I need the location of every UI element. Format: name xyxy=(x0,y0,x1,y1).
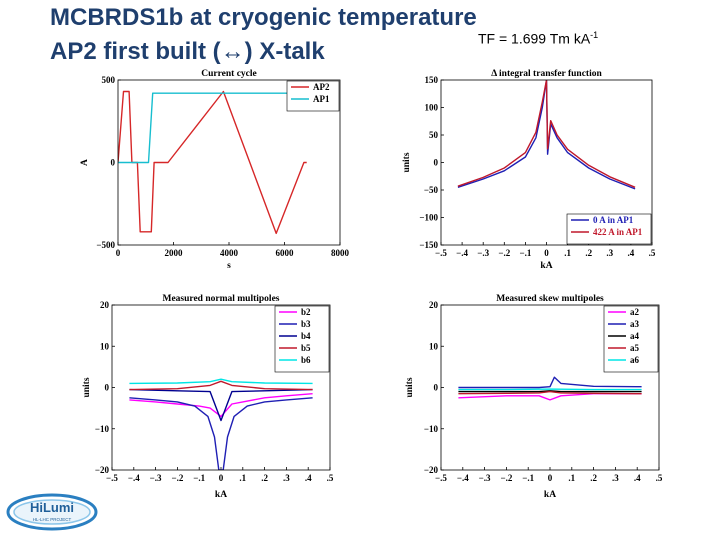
itf-ytick-label: 150 xyxy=(424,75,438,85)
normal-ytick-label: −20 xyxy=(94,465,109,475)
current-ylabel: A xyxy=(80,159,90,166)
skew-xlabel: kA xyxy=(543,490,557,500)
normal-xtick-label: .3 xyxy=(283,473,290,483)
skew-xtick-label: −.3 xyxy=(478,473,491,483)
current-legend-label: AP1 xyxy=(313,94,330,104)
skew-xtick-label: .3 xyxy=(612,473,619,483)
normal-legend-label: b2 xyxy=(301,307,311,317)
normal-ytick-label: 10 xyxy=(100,341,109,352)
normal-xtick-label: .5 xyxy=(326,473,334,483)
itf-xtick-label: .1 xyxy=(564,248,571,258)
itf-title: Δ integral transfer function xyxy=(491,69,602,79)
slide-title-line1: MCBRDS1b at cryogenic temperature xyxy=(50,4,477,31)
skew-xtick-label: −.1 xyxy=(522,473,535,483)
itf-legend-label: 0 A in AP1 xyxy=(593,215,634,225)
skew-xtick-label: .5 xyxy=(655,473,663,483)
itf-xtick-label: −.2 xyxy=(498,248,511,258)
current-cycle-chart xyxy=(70,60,360,275)
itf-xtick-label: −.3 xyxy=(477,248,490,258)
logo-text: HiLumi xyxy=(29,500,75,515)
normal-legend-label: b3 xyxy=(301,319,311,329)
normal-multipoles-chart xyxy=(70,285,360,500)
itf-xlabel: kA xyxy=(540,261,553,271)
itf-xtick-label: .4 xyxy=(627,248,635,258)
skew-ylabel: units xyxy=(405,377,415,398)
normal-xtick-label: −.1 xyxy=(193,473,206,483)
normal-xtick-label: .2 xyxy=(261,473,268,483)
normal-title: Measured normal multipoles xyxy=(162,294,280,304)
skew-ytick-label: −20 xyxy=(423,465,438,475)
normal-xtick-label: .1 xyxy=(239,473,247,483)
skew-xtick-label: −.2 xyxy=(500,473,513,483)
itf-ytick-label: −50 xyxy=(423,185,438,195)
current-legend-label: AP2 xyxy=(313,82,330,92)
itf-xtick-label: .2 xyxy=(585,248,593,258)
normal-legend xyxy=(275,306,329,372)
normal-legend-label: b5 xyxy=(301,343,311,353)
itf-legend-label: 422 A in AP1 xyxy=(593,227,643,237)
current-xlabel: s xyxy=(227,261,231,271)
tf-text: TF = 1.699 Tm kA xyxy=(478,30,591,47)
hilumi-logo xyxy=(6,492,98,532)
skew-legend-label: a3 xyxy=(630,319,639,329)
itf-ytick-label: −100 xyxy=(419,212,438,223)
itf-xtick-label: −.4 xyxy=(456,248,469,258)
itf-ytick-label: −150 xyxy=(419,240,438,250)
itf-xtick-label: .3 xyxy=(606,248,614,258)
tf-exponent: -1 xyxy=(590,30,599,40)
itf-xtick-label: −.5 xyxy=(435,248,447,258)
current-xtick-label: 0 xyxy=(115,248,121,258)
skew-series-a6 xyxy=(458,389,641,390)
normal-xtick-label: −.2 xyxy=(171,473,184,483)
normal-ytick-label: 20 xyxy=(100,300,109,310)
current-xtick-label: 4000 xyxy=(220,248,238,258)
skew-xtick-label: .1 xyxy=(568,473,576,483)
itf-xtick-label: −.1 xyxy=(519,248,532,258)
skew-legend-label: a5 xyxy=(630,343,639,353)
normal-xtick-label: 0 xyxy=(218,473,224,483)
skew-xtick-label: .2 xyxy=(590,473,597,483)
itf-legend xyxy=(567,214,651,244)
current-xtick-label: 6000 xyxy=(275,248,294,258)
normal-xtick-label: .4 xyxy=(304,473,312,483)
normal-ylabel: units xyxy=(82,377,92,398)
skew-ytick-label: 20 xyxy=(429,300,438,310)
skew-legend-label: a2 xyxy=(630,307,639,317)
normal-xlabel: kA xyxy=(214,490,228,500)
normal-legend-label: b6 xyxy=(301,355,311,365)
normal-xtick-label: −.4 xyxy=(127,473,140,483)
itf-xtick-label: 0 xyxy=(544,248,549,258)
skew-ytick-label: −10 xyxy=(423,423,438,434)
current-title: Current cycle xyxy=(201,69,257,79)
current-xtick-label: 8000 xyxy=(331,248,349,258)
current-ytick-label: 500 xyxy=(101,75,115,85)
current-legend xyxy=(287,81,339,111)
current-ytick-label: 0 xyxy=(110,157,115,168)
logo-subtext: HL-LHC PROJECT xyxy=(32,517,72,522)
skew-legend-label: a6 xyxy=(630,355,639,365)
skew-ytick-label: 0 xyxy=(433,382,438,393)
itf-ytick-label: 50 xyxy=(429,130,438,140)
normal-legend-label: b4 xyxy=(301,331,311,341)
skew-xtick-label: −.5 xyxy=(435,473,447,483)
integral-transfer-function-chart xyxy=(395,60,670,275)
slide-title-line2: AP2 first built (↔) X-talk xyxy=(50,38,325,65)
normal-xtick-label: −.3 xyxy=(149,473,162,483)
transfer-function-label xyxy=(478,30,598,47)
normal-ytick-label: −10 xyxy=(94,423,109,434)
skew-legend xyxy=(604,306,658,372)
skew-xtick-label: −.4 xyxy=(456,473,469,483)
skew-xtick-label: .4 xyxy=(633,473,641,483)
skew-legend-label: a4 xyxy=(630,331,639,341)
current-xtick-label: 2000 xyxy=(164,248,183,258)
normal-xtick-label: −.5 xyxy=(106,473,118,483)
skew-multipoles-chart xyxy=(395,285,670,500)
normal-ytick-label: 0 xyxy=(104,382,109,393)
itf-xtick-label: .5 xyxy=(648,248,656,258)
skew-ytick-label: 10 xyxy=(429,341,438,352)
itf-ylabel: units xyxy=(402,152,412,173)
itf-ytick-label: 0 xyxy=(433,157,438,168)
itf-ytick-label: 100 xyxy=(424,102,438,113)
skew-xtick-label: 0 xyxy=(547,473,553,483)
skew-title: Measured skew multipoles xyxy=(496,294,604,304)
current-ytick-label: −500 xyxy=(96,240,115,250)
